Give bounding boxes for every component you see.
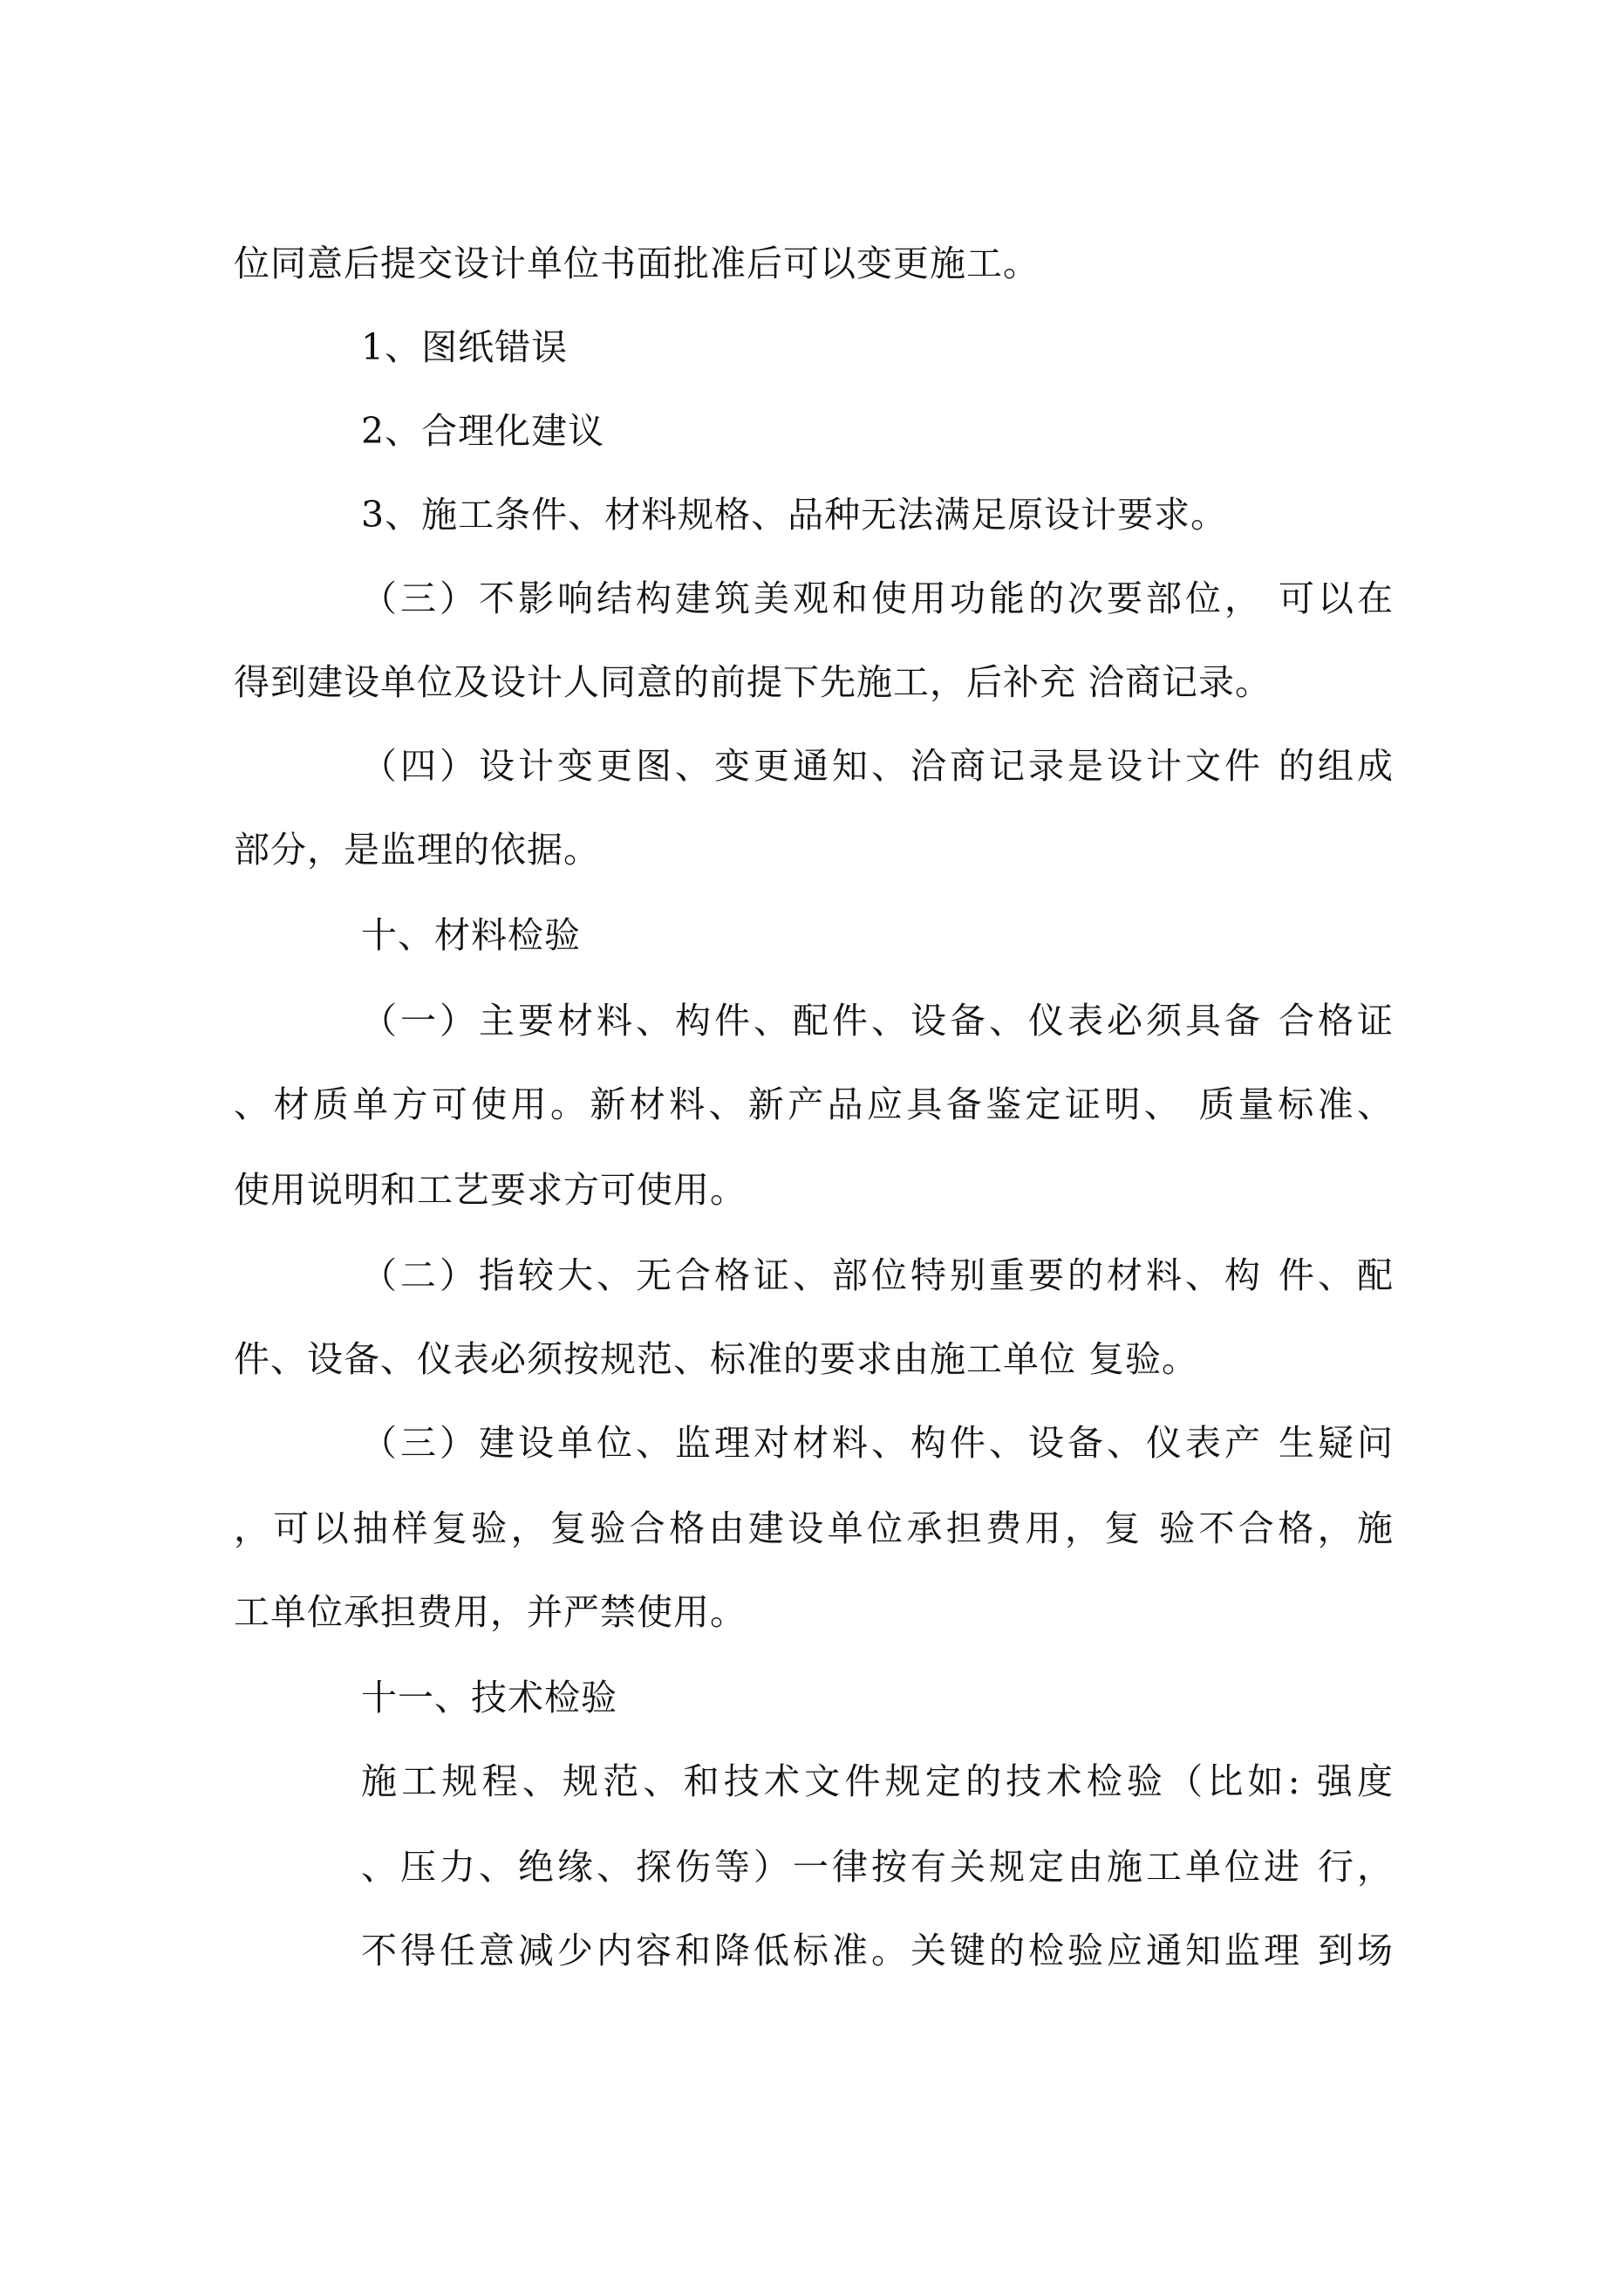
paragraph-3-line-2: 得到建设单位及设计人同意的前提下先施工，后补充 洽商记录。 bbox=[234, 661, 1272, 703]
paragraph-10-2-line-2: 件、设备、仪表必须按规范、标准的要求由施工单位 复验。 bbox=[234, 1338, 1199, 1380]
paragraph-10-3-line-1: （三）建设单位、监理对材料、构件、设备、仪表产 生疑问 bbox=[361, 1422, 1394, 1464]
paragraph-3-line-1: （三）不影响结构建筑美观和使用功能的次要部位， 可以在 bbox=[361, 577, 1394, 619]
section-heading-10: 十、材料检验 bbox=[361, 914, 581, 956]
paragraph-11-line-1: 施工规程、规范、和技术文件规定的技术检验（比如: 强度 bbox=[361, 1760, 1394, 1802]
text-line-1: 位同意后提交设计单位书面批准后可以变更施工。 bbox=[234, 243, 1040, 284]
paragraph-11-line-2: 、压力、绝缘、探伤等）一律按有关规定由施工单位进 行， bbox=[361, 1846, 1394, 1888]
list-item-2: 2、合理化建议 bbox=[361, 410, 605, 452]
paragraph-11-line-3: 不得任意减少内容和降低标准。关键的检验应通知监理 到场 bbox=[361, 1930, 1394, 1971]
paragraph-4-line-2: 部分，是监理的依据。 bbox=[234, 829, 600, 871]
paragraph-10-1-line-2: 、材质单方可使用。新材料、新产品应具备鉴定证明、 质量标准、 bbox=[234, 1083, 1394, 1125]
section-heading-11: 十一、技术检验 bbox=[361, 1677, 617, 1719]
paragraph-10-1-line-1: （一）主要材料、构件、配件、设备、仪表必须具备 合格证 bbox=[361, 1000, 1394, 1042]
list-item-1: 1、图纸错误 bbox=[361, 326, 569, 368]
paragraph-10-3-line-3: 工单位承担费用，并严禁使用。 bbox=[234, 1591, 747, 1633]
list-item-3: 3、施工条件、材料规格、品种无法满足原设计要求。 bbox=[361, 494, 1228, 536]
paragraph-10-2-line-1: （二）指较大、无合格证、部位特别重要的材料、构 件、配 bbox=[361, 1254, 1394, 1296]
paragraph-10-1-line-3: 使用说明和工艺要求方可使用。 bbox=[234, 1169, 747, 1211]
paragraph-4-line-1: （四）设计变更图、变更通知、洽商记录是设计文件 的组成 bbox=[361, 745, 1394, 787]
paragraph-10-3-line-2: ，可以抽样复验，复验合格由建设单位承担费用，复 验不合格，施 bbox=[234, 1507, 1394, 1549]
